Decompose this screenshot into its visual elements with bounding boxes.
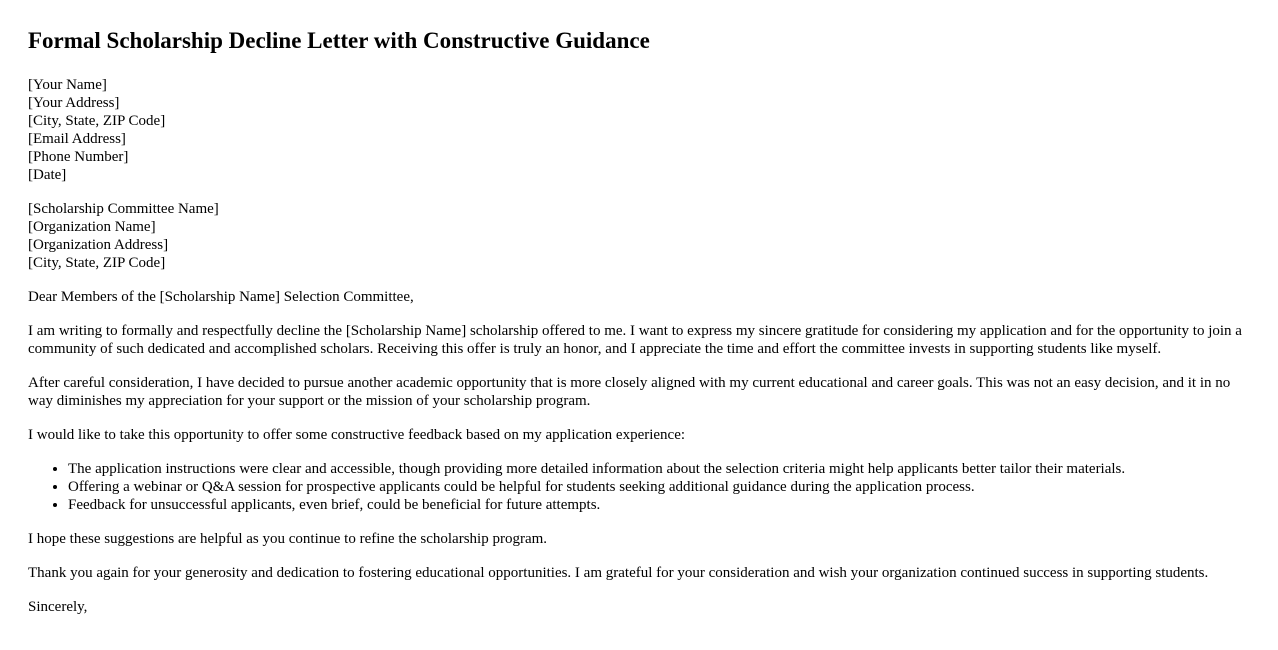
feedback-list [28,460,1250,514]
letter-date: [Date] [28,167,67,183]
feedback-item: • The application instructions were clear and accessible, though providing more detailed information about the selection criteria might help applicants better tailor their materials. [68,460,1250,478]
sender-city-state-zip: [City, State, ZIP Code] [28,113,166,129]
paragraph-decline: I am writing to formally and respectfully decline the [Scholarship Name] scholarship offered to me. I want to express my sincere gratitude for considering my application and for the opportunity to join a community of such dedicated and accomplished scholars. Receiving this offer is truly an honor, and I appreciate the time and effort the committee invests in supporting students like myself. [28,323,1242,357]
sender-name: [Your Name] [28,77,107,93]
feedback-item: • Feedback for unsuccessful applicants, even brief, could be beneficial for future attempts. [68,496,1250,514]
sender-email: [Email Address] [28,131,126,147]
paragraph-thanks: Thank you again for your generosity and dedication to fostering educational opportunities. I am grateful for your consideration and wish your organization continued success in supporting students. [28,565,1209,581]
closing: Sincerely, [28,599,88,615]
sender-address: [Your Address] [28,95,120,111]
feedback-item: • Offering a webinar or Q&A session for prospective applicants could be helpful for students seeking additional guidance during the application process. [68,478,1250,496]
paragraph-suggestions: I hope these suggestions are helpful as you continue to refine the scholarship program. [28,531,548,547]
page-title: Formal Scholarship Decline Letter with Constructive Guidance [28,28,650,53]
recipient-organization: [Organization Name] [28,219,156,235]
sender-address-block [28,76,1250,184]
recipient-address-block [28,200,1250,272]
sender-phone: [Phone Number] [28,149,129,165]
salutation: Dear Members of the [Scholarship Name] Selection Committee, [28,289,414,305]
recipient-committee: [Scholarship Committee Name] [28,201,219,217]
recipient-address: [Organization Address] [28,237,169,253]
paragraph-reason: After careful consideration, I have decided to pursue another academic opportunity that is more closely aligned with my current educational and career goals. This was not an easy decision, and it in no way diminishes my appreciation for your support or the mission of your scholarship program. [28,375,1231,409]
paragraph-feedback-intro: I would like to take this opportunity to offer some constructive feedback based on my application experience: [28,427,686,443]
letter-page [28,0,1250,632]
recipient-city-state-zip: [City, State, ZIP Code] [28,255,166,271]
